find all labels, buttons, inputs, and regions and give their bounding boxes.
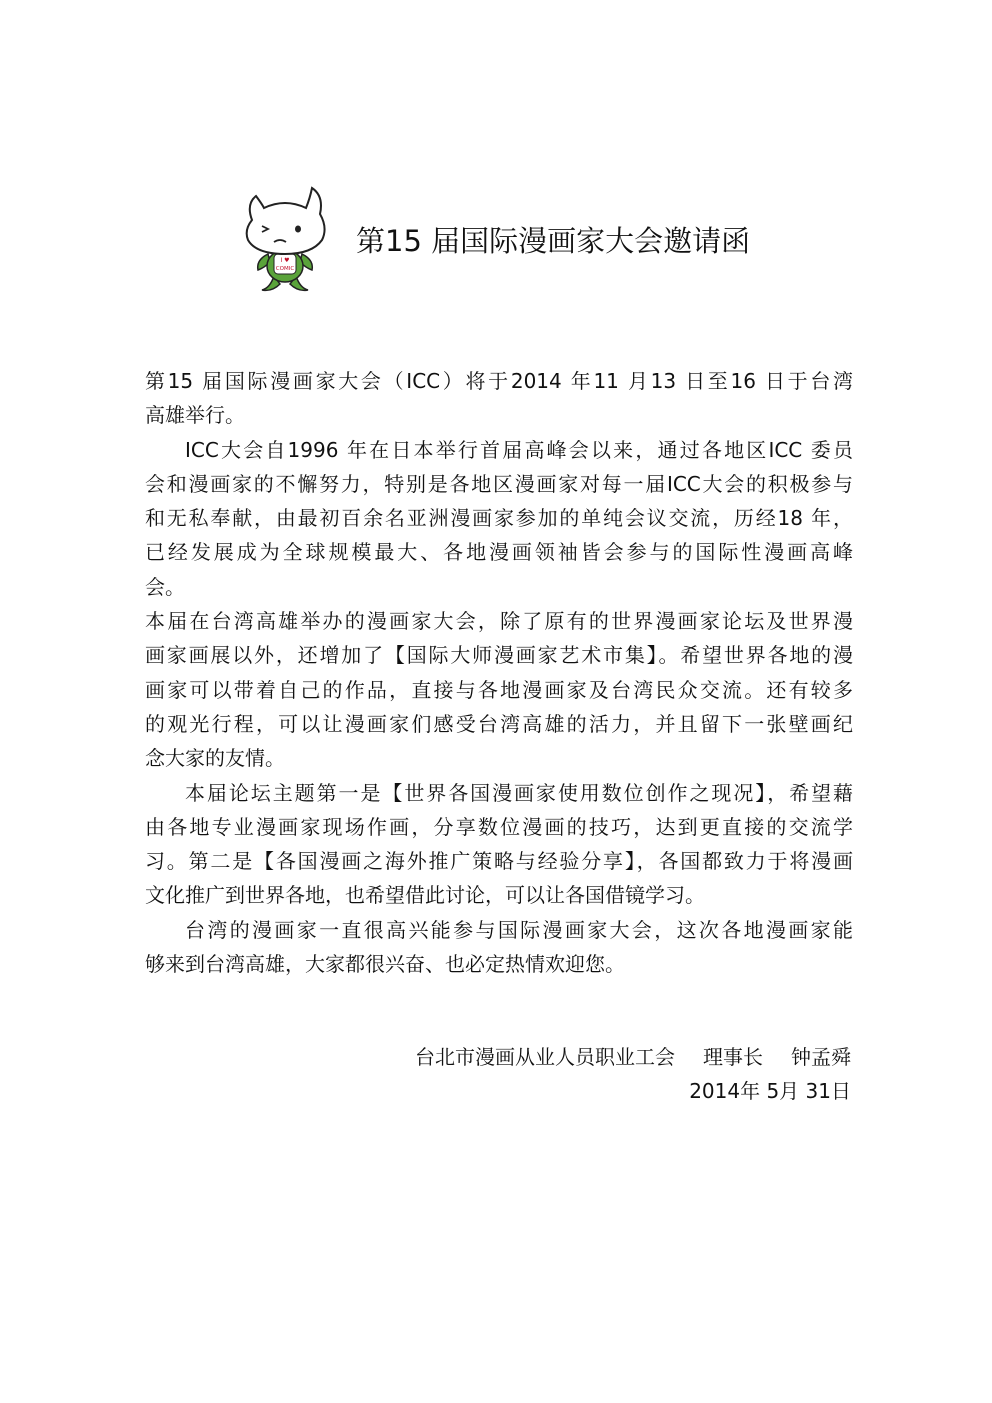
- signature-block: [145, 1040, 851, 1108]
- body-line: 由各地专业漫画家现场作画，分享数位漫画的技巧，达到更直接的交流学: [145, 814, 853, 839]
- signatory-role: 理事长: [703, 1045, 763, 1069]
- organization-name: 台北市漫画从业人员职业工会: [415, 1045, 675, 1069]
- body-line: 本届论坛主题第一是【世界各国漫画家使用数位创作之现况】，希望藉: [185, 780, 853, 805]
- signature-line: [145, 1040, 851, 1074]
- signature-date: 2014年 5月 31日: [689, 1079, 851, 1103]
- body-line: 画家画展以外，还增加了【国际大师漫画家艺术市集】。希望世界各地的漫: [145, 643, 853, 668]
- body-line: 习。第二是【各国漫画之海外推广策略与经验分享】，各国都致力于将漫画: [145, 849, 853, 874]
- comic-mascot-logo: [240, 184, 330, 294]
- letter-body: [145, 364, 853, 981]
- signatory-name: 钟孟舜: [791, 1045, 851, 1069]
- body-line: 的观光行程，可以让漫画家们感受台湾高雄的活力，并且留下一张壁画纪: [145, 711, 853, 736]
- body-line: 会和漫画家的不懈努力，特别是各地区漫画家对每一届ICC大会的积极参与: [145, 471, 853, 496]
- body-line: 和无私奉献，由最初百余名亚洲漫画家参加的单纯会议交流，历经18 年，: [145, 506, 853, 531]
- body-line: 念大家的友情。: [145, 746, 285, 771]
- body-line: 画家可以带着自己的作品，直接与各地漫画家及台湾民众交流。还有较多: [145, 677, 853, 702]
- mascot-shirt-i: I ♥: [280, 257, 290, 264]
- body-line: 台湾的漫画家一直很高兴能参与国际漫画家大会，这次各地漫画家能: [185, 917, 853, 942]
- body-line: 够来到台湾高雄，大家都很兴奋、也必定热情欢迎您。: [145, 952, 625, 977]
- mascot-shirt-comic: COMIC: [275, 266, 295, 272]
- body-line: 文化推广到世界各地，也希望借此讨论，可以让各国借镜学习。: [145, 883, 705, 908]
- body-line: 已经发展成为全球规模最大、各地漫画领袖皆会参与的国际性漫画高峰: [145, 540, 853, 565]
- body-line: 高雄举行。: [145, 403, 245, 428]
- body-line: 本届在台湾高雄举办的漫画家大会，除了原有的世界漫画家论坛及世界漫: [145, 609, 853, 634]
- body-line: 会。: [145, 574, 185, 599]
- body-line: 第15 届国际漫画家大会（ICC）将于2014 年11 月13 日至16 日于台湾: [145, 369, 853, 393]
- body-line: ICC大会自1996 年在日本举行首届高峰会以来，通过各地区ICC 委员: [185, 437, 853, 462]
- document-title: 第15 届国际漫画家大会邀请函: [356, 224, 751, 258]
